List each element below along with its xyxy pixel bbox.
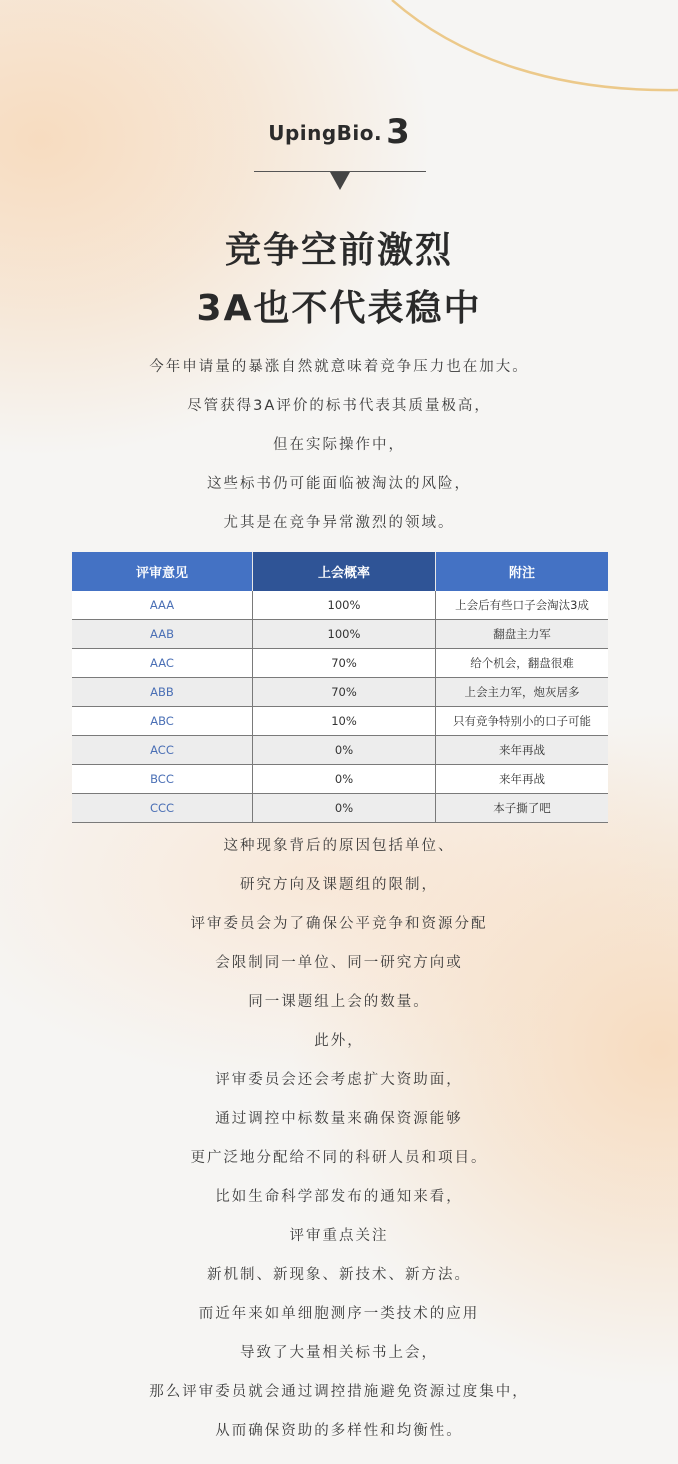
intro-line: 尽管获得3A评价的标书代表其质量极高，: [187, 398, 491, 414]
cell-note: 本子撕了吧: [436, 794, 609, 823]
body-line: 导致了大量相关标书上会，: [240, 1345, 438, 1361]
column-header-note: 附注: [436, 552, 609, 591]
section-heading: [0, 112, 678, 152]
table-row: [72, 591, 608, 620]
body-line: 这种现象背后的原因包括单位、: [223, 838, 455, 854]
cell-probability: 0%: [253, 794, 436, 823]
cell-probability: 0%: [253, 736, 436, 765]
cell-note: 来年再战: [436, 736, 609, 765]
body-line: 那么评审委员就会通过调控措施避免资源过度集中，: [149, 1384, 529, 1400]
table-row: [72, 707, 608, 736]
body-line: 此外，: [314, 1033, 364, 1049]
table-row: [72, 620, 608, 649]
table-row: [72, 794, 608, 823]
body-line: 从而确保资助的多样性和均衡性。: [215, 1423, 463, 1439]
section-number: 3: [386, 112, 410, 152]
cell-probability: 70%: [253, 678, 436, 707]
body-line: 而近年来如单细胞测序一类技术的应用: [198, 1306, 480, 1322]
table-row: [72, 765, 608, 794]
title-line-2: 3A也不代表稳中: [196, 288, 482, 329]
brand-label: UpingBio.: [268, 121, 383, 145]
body-line: 新机制、新现象、新技术、新方法。: [207, 1267, 471, 1283]
cell-note: 只有竞争特别小的口子可能: [436, 707, 609, 736]
body-paragraph: [0, 827, 678, 1451]
cell-review: AAC: [72, 649, 253, 678]
cell-note: 来年再战: [436, 765, 609, 794]
table-row: [72, 736, 608, 765]
body-line: 比如生命科学部发布的通知来看，: [215, 1189, 463, 1205]
cell-note: 翻盘主力军: [436, 620, 609, 649]
body-line: 会限制同一单位、同一研究方向或: [215, 955, 463, 971]
cell-review: ACC: [72, 736, 253, 765]
cell-review: ABC: [72, 707, 253, 736]
triangle-down-icon: [330, 172, 350, 190]
cell-review: BCC: [72, 765, 253, 794]
cell-review: AAA: [72, 591, 253, 620]
cell-probability: 70%: [253, 649, 436, 678]
table-row: [72, 678, 608, 707]
decorative-arc: [0, 0, 678, 110]
body-line: 评审委员会还会考虑扩大资助面，: [215, 1072, 463, 1088]
body-line: 通过调控中标数量来确保资源能够: [215, 1111, 463, 1127]
column-header-probability: 上会概率: [253, 552, 436, 591]
cell-probability: 10%: [253, 707, 436, 736]
column-header-review: 评审意见: [72, 552, 253, 591]
table-header-row: [72, 552, 608, 591]
body-line: 评审委员会为了确保公平竞争和资源分配: [190, 916, 488, 932]
intro-line: 尤其是在竞争异常激烈的领域。: [223, 515, 455, 531]
table-row: [72, 649, 608, 678]
cell-note: 给个机会，翻盘很难: [436, 649, 609, 678]
intro-line: 这些标书仍可能面临被淘汰的风险，: [207, 476, 471, 492]
review-probability-table: [72, 552, 608, 823]
cell-note: 上会后有些口子会淘汰3成: [436, 591, 609, 620]
intro-line: 今年申请量的暴涨自然就意味着竞争压力也在加大。: [149, 359, 529, 375]
cell-probability: 100%: [253, 591, 436, 620]
intro-paragraph: [0, 348, 678, 543]
body-line: 同一课题组上会的数量。: [248, 994, 430, 1010]
cell-note: 上会主力军，炮灰居多: [436, 678, 609, 707]
cell-review: ABB: [72, 678, 253, 707]
cell-probability: 100%: [253, 620, 436, 649]
title-line-1: 竞争空前激烈: [224, 230, 453, 271]
cell-probability: 0%: [253, 765, 436, 794]
cell-review: AAB: [72, 620, 253, 649]
body-line: 评审重点关注: [289, 1228, 389, 1244]
cell-review: CCC: [72, 794, 253, 823]
body-line: 研究方向及课题组的限制，: [240, 877, 438, 893]
intro-line: 但在实际操作中，: [273, 437, 405, 453]
body-line: 更广泛地分配给不同的科研人员和项目。: [190, 1150, 488, 1166]
